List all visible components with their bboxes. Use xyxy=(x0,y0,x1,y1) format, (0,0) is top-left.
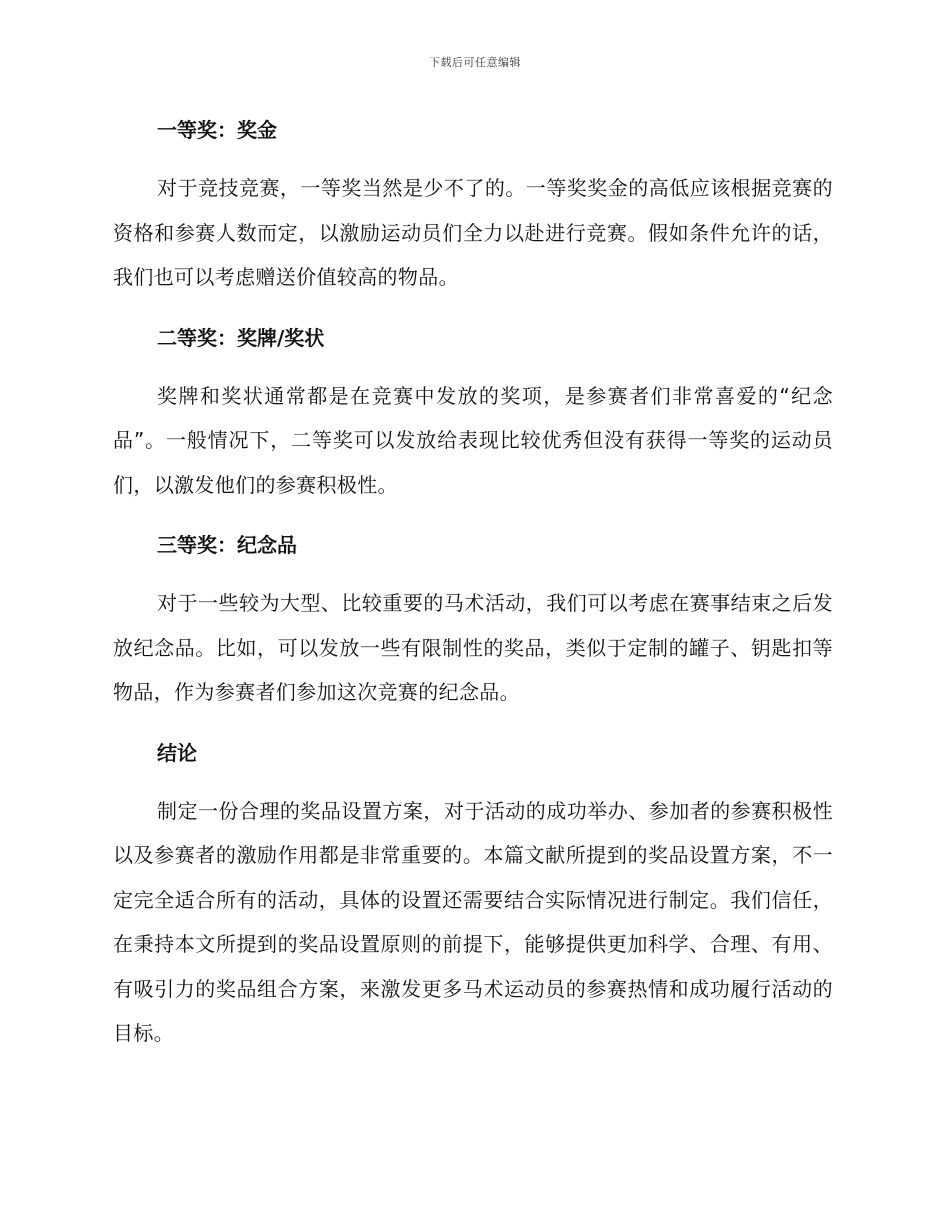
section-body-third-prize: 对于一些较为大型、比较重要的马术活动，我们可以考虑在赛事结束之后发放纪念品。比如，可以发放一些有限制性的奖品，类似于定制的罐子、钥匙扣等物品，作为参赛者们参加这次竞赛的纪念品。 xyxy=(113,591,833,704)
section-body-second-prize: 奖牌和奖状通常都是在竞赛中发放的奖项，是参赛者们非常喜爱的“纪念品”。一般情况下，二等奖可以发放给表现比较优秀但没有获得一等奖的运动员们，以激发他们的参赛积极性。 xyxy=(113,383,833,497)
document-body xyxy=(113,108,833,1072)
section-body-conclusion: 制定一份合理的奖品设置方案，对于活动的成功举办、参加者的参赛积极性以及参赛者的激励作用都是非常重要的。本篇文献所提到的奖品设置方案，不一定完全适合所有的活动，具体的设置还需要结合实际情况进行制定。我们信任，在秉持本文所提到的奖品设置原则的前提下，能够提供更加科学、合理、有用、有吸引力的奖品组合方案，来激发更多马术运动员的参赛热情和成功履行活动的目标。 xyxy=(113,798,833,1045)
section-heading-third-prize: 三等奖：纪念品 xyxy=(157,533,297,557)
section-heading-second-prize: 二等奖：奖牌/奖状 xyxy=(157,325,325,350)
page-header-note: 下载后可任意编辑 xyxy=(429,56,521,69)
section-body-first-prize: 对于竞技竞赛，一等奖当然是少不了的。一等奖奖金的高低应该根据竞赛的资格和参赛人数而定，以激励运动员们全力以赴进行竞赛。假如条件允许的话，我们也可以考虑赠送价值较高的物品。 xyxy=(113,176,833,289)
section-heading-conclusion: 结论 xyxy=(157,740,197,765)
section-heading-first-prize: 一等奖：奖金 xyxy=(157,118,277,142)
